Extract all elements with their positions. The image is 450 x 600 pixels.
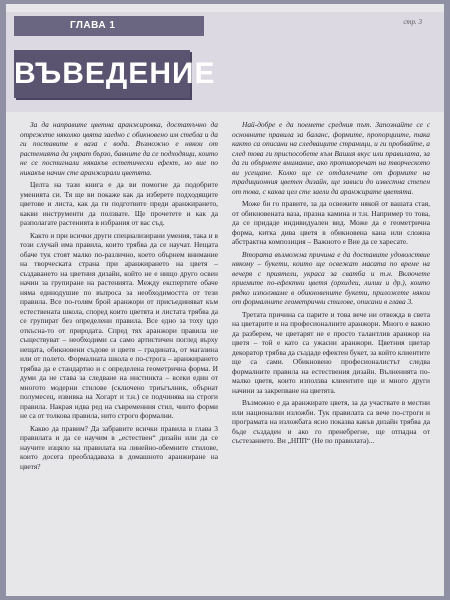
paragraph: Третата причина са парите и това вече ни отвежда в света на цветарите и на професионалните аранжори. Много е важно да разберем, че цветарят не е просто талантлив аранжор на цветя – той е като са ужасни аранжори. Цветния цветар декоратор трябва да създаде ефектен букет, за който клиентите ще са сами. Обикновено професионалистът следва формалните правила на естествения дизайн. Вълненията по-малко цветя, които използва клиентите ще и много други начини за закрепване на цветята. — [232, 309, 430, 395]
paragraph: Целта на тази книга е да ви помогне да подобрите уменията си. Тя ще ви покаже как да изберете подходящите цветове и листа, как да ги подготвите преди аранжирането, какви инструменти да ползвате. Ще прочетете и как да разполагате растенията в избрания от вас съд. — [20, 180, 218, 227]
paragraph: Най-добре е да поемете средния път. Запознайте се с основните правила за баланс, формите, пропорциите, така както са описани на следващите страници, и ги пробвайте, а след това ги приспособете към Вашия вкус или правилата, за да ги обърнете внимание, ако противоречат на творческото ви усещане. Колко ще се отдалечите от формите на традиционния цветен дизайн, ще зависи до известна степен от това, с каква цел сте заели да аранжирате цветята. — [232, 120, 430, 196]
paragraph: Възможно е да аранжирате цветя, за да участвате в местни или национални изложби. Тук правилата са вече по-строги и програмата на изложбата ясно показва какъв дизайн трябва да бъде създаден и ако го пренебрегне, ще отпадна от състезанието. Ви „НПП“ (Не по правилата)... — [232, 398, 430, 445]
paragraph: Какво да правим? Да забравите всички правила в глава 3 правилата и да се научим в „естествен“ дизайн или да се научите изцяло на правилата на линейно-обемните стилове, които досега преобладаваха в домашното аранжиране на цветя? — [20, 423, 218, 471]
paragraph: Както и при всички други специализирани умения, така и в този случай има правила, които трябва да се научат. Нещата обаче тук стоят малко по-различно, което обърнем внимание на творческата страна при аранжирането на цветя – създаването на цветния дизайн, който не е нищо друго освен начин за групиране на растенията. Между експертите обаче няма единодушие по въпроса за необходимостта от тези правила. Все по-голям брой аранжори от присъединяват към естествената школа, според които цветята и листата трябва да се групират без определени правила. Все едно за тоху цдо откъсна-то от природата. Спред тях аранжори правила не съществуват – необходими са само артистичен поглед върху нещата, обикновени съдове и цветя – градината, от магазина или от полето. Формалната школа е по-строга – аранжирането трябва да е стандартно и с определена геометрична форма. И думи да не става за следване на инстинкта – всеки един от многото модерни стилове (сключено триъгълник, обърнат полумесец, извивка на Хогарт и т.н.) се подчинява на строги правила. Накрая идва ред на съвременния стил, чиито форми не са от толкова правила, нито строго формални. — [20, 230, 218, 420]
paragraph: Може би го правите, за да освежите някой от вашата стая, от обикновената ваза, празна камина и т.н. Например то това, да се придаде индивидуален вид. Може да е геометрична форма, китка дива цветя в обикновена кана или сложна абстрактна композиция – Важното е Вие да се харесате. — [232, 199, 430, 246]
page-title: ВЪВЕДЕНИЕ — [14, 50, 190, 98]
chapter-label: ГЛАВА 1 — [14, 16, 204, 36]
paragraph: За да направите цветна аранжировка, достатъчно да отрежете няколко цвята заедно с обикновено им стебла и да ги поставите в ваза с вода. Възможно е някои от растенията да умрат бързо, бавните да се подходящи, които не се постигнали някакъв естетически ефект, но вие по никакъв начин сте аранжирали цветята. — [20, 120, 218, 177]
text-column-right — [232, 120, 430, 592]
page-number: стр. 3 — [403, 18, 422, 26]
text-column-left — [20, 120, 218, 592]
paragraph: Втората възможна причина е да доставите удоволствие някому – букети, които ще освежат масата по време на вечеря с приятели, украса за сватба и т.н. Включете приемите по-ефектни цветя (орхидеи, лилии и др.), които рядко използваме в обикновените букети, приложете някои от формалните геометрични стилове, описани в глава 3. — [232, 249, 430, 306]
book-page — [6, 4, 444, 596]
